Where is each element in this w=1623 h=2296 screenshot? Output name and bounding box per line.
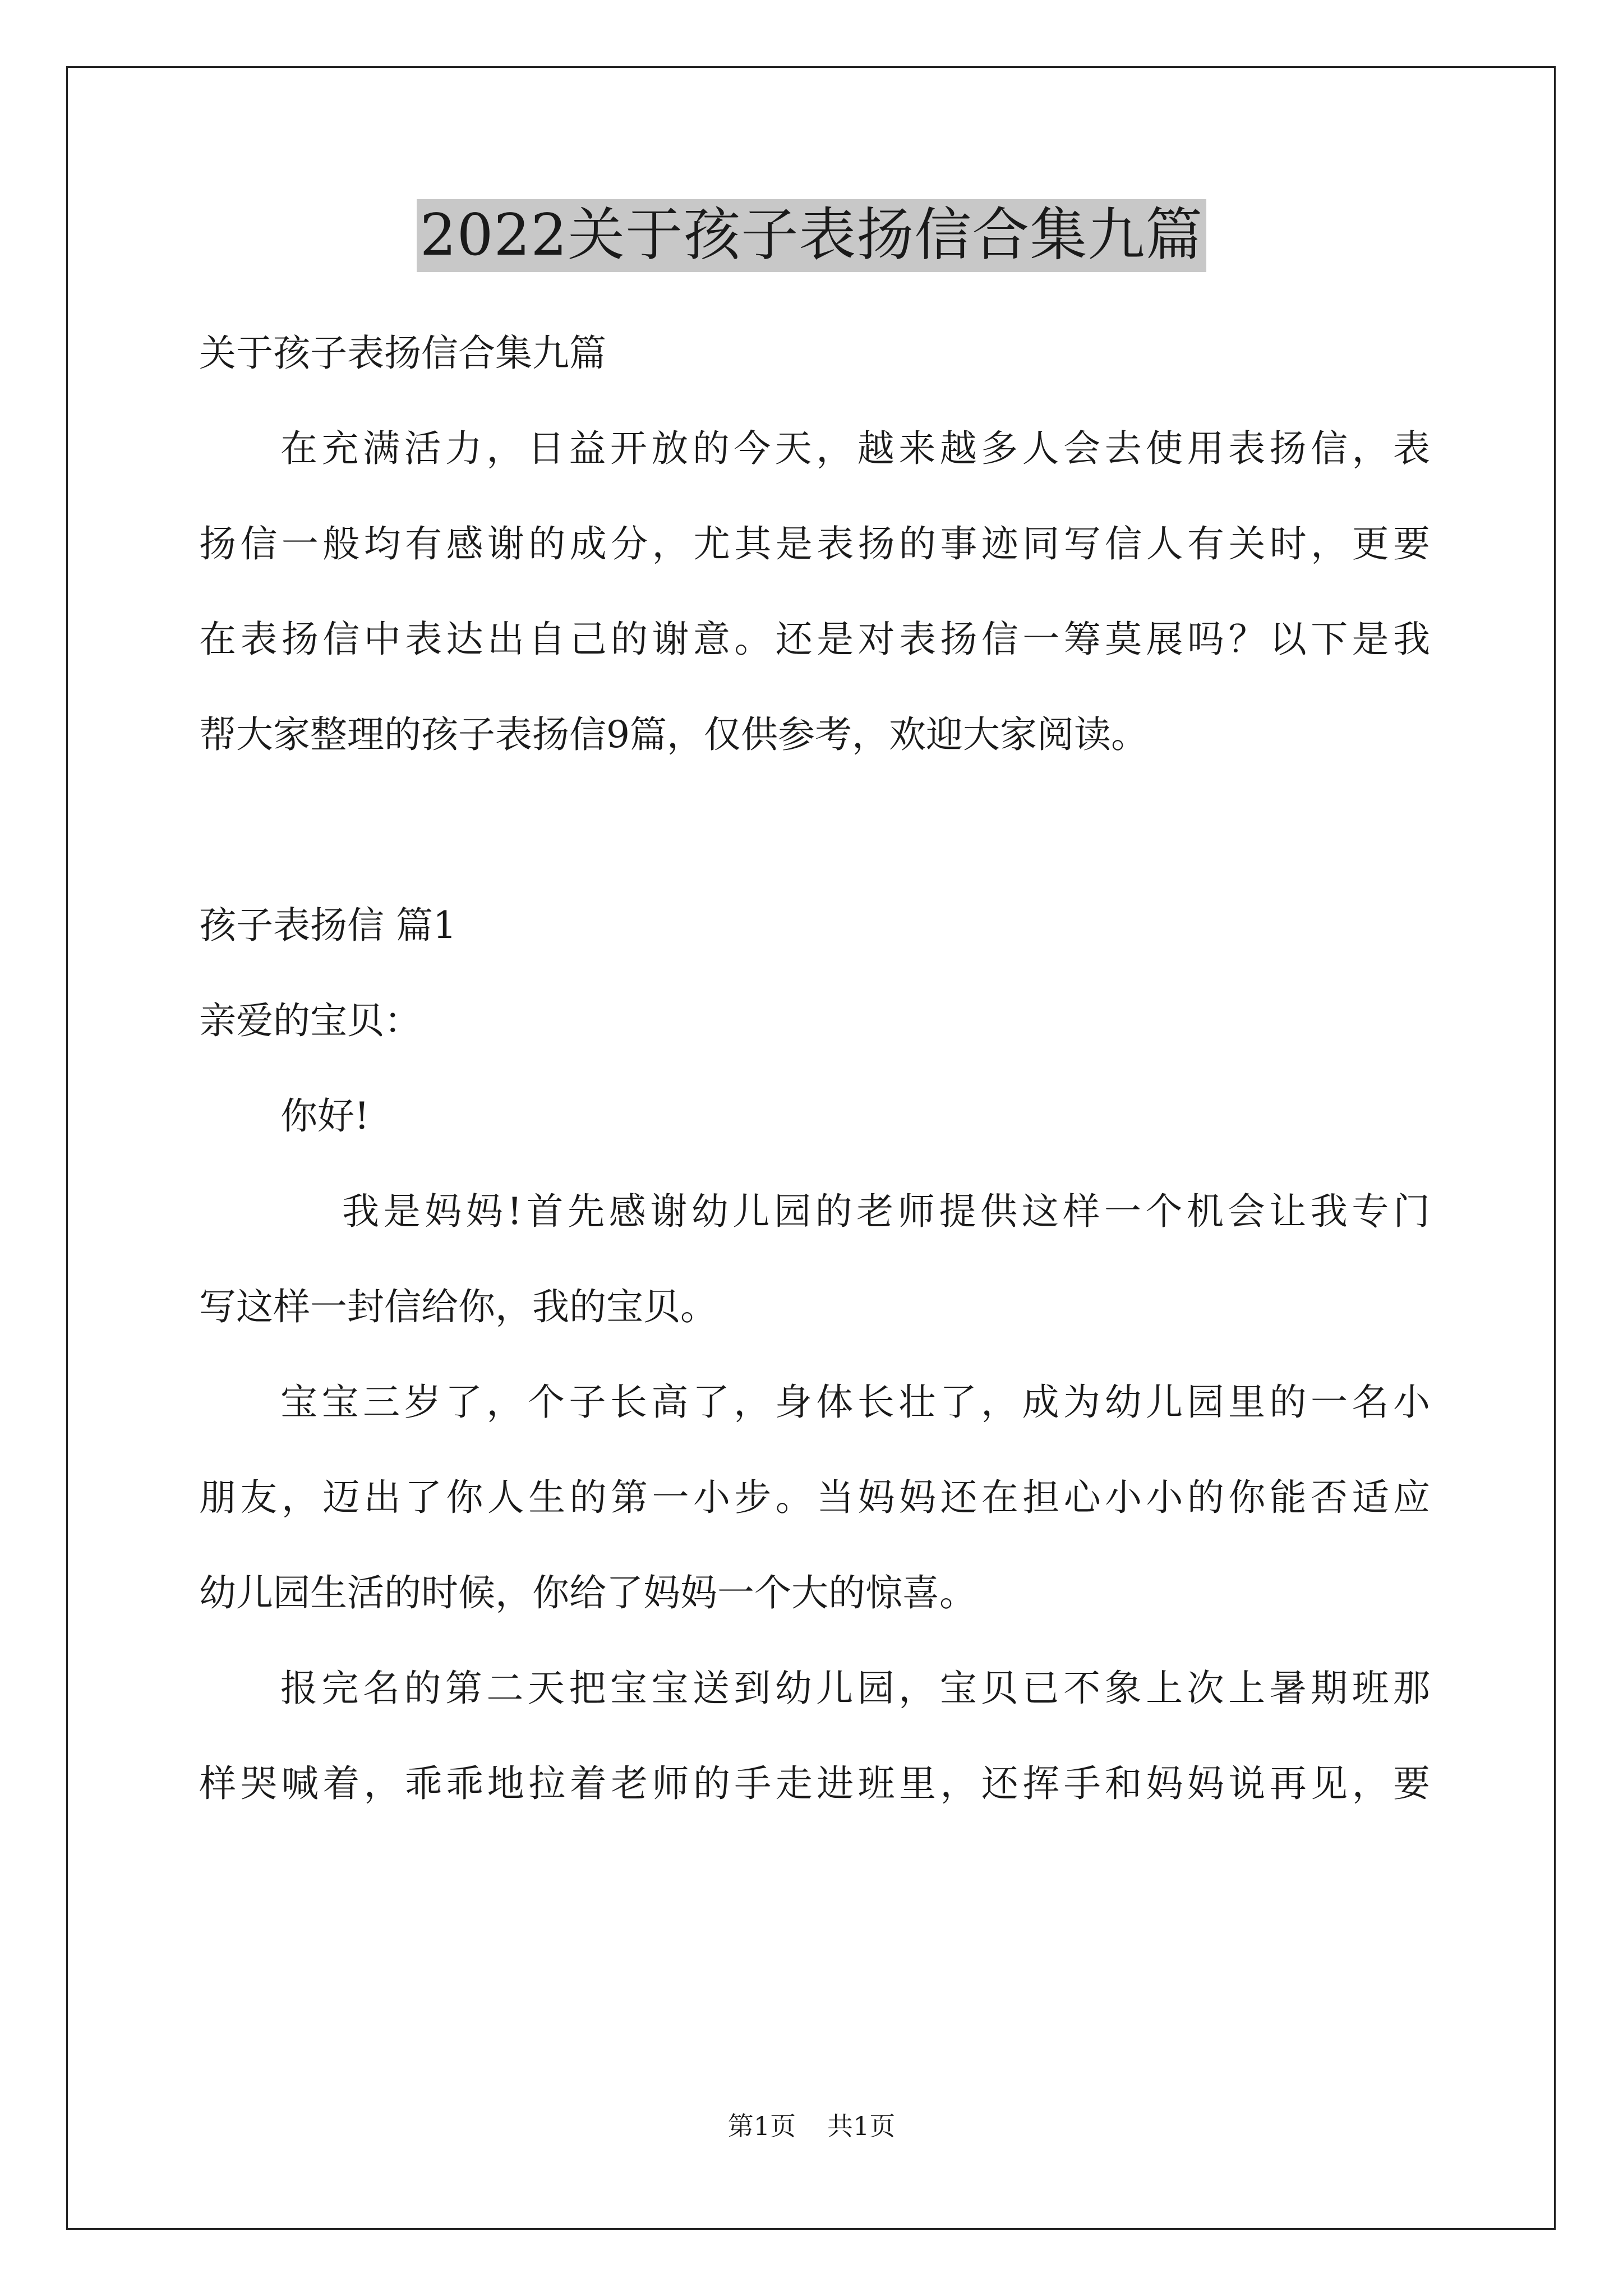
paragraph-line: 朋友，迈出了你人生的第一小步。当妈妈还在担心小小的你能否适应 [199, 1476, 1430, 1519]
paragraph-line: 幼儿园生活的时候，你给了妈妈一个大的惊喜。 [199, 1571, 976, 1614]
page-number-current: 第1页 [727, 2111, 796, 2141]
paragraph-line: 样哭喊着，乖乖地拉着老师的手走进班里，还挥手和妈妈说再见，要 [199, 1762, 1430, 1805]
subtitle-line: 关于孩子表扬信合集九篇 [199, 332, 606, 375]
paragraph-line: 在充满活力，日益开放的今天，越来越多人会去使用表扬信，表 [280, 427, 1430, 470]
document-body [199, 306, 1430, 1832]
paragraph-line: 扬信一般均有感谢的成分，尤其是表扬的事迹同写信人有关时，更要 [199, 522, 1430, 565]
section-heading: 孩子表扬信 篇1 [199, 904, 457, 947]
paragraph-line: 帮大家整理的孩子表扬信9篇，仅供参考，欢迎大家阅读。 [199, 713, 1148, 756]
paragraph-line: 写这样一封信给你，我的宝贝。 [199, 1285, 717, 1328]
title-block [0, 199, 1623, 272]
paragraph-line: 报完名的第二天把宝宝送到幼儿园，宝贝已不象上次上暑期班那 [280, 1667, 1430, 1710]
paragraph-line: 在表扬信中表达出自己的谢意。还是对表扬信一筹莫展吗？以下是我 [199, 618, 1430, 661]
greeting-line: 你好! [280, 1094, 370, 1138]
salutation-line: 亲爱的宝贝： [199, 999, 421, 1042]
paragraph-line: 我是妈妈!首先感谢幼儿园的老师提供这样一个机会让我专门 [342, 1190, 1430, 1233]
blank-line [199, 783, 1430, 878]
document-title: 2022关于孩子表扬信合集九篇 [417, 199, 1207, 272]
page-number-total: 共1页 [827, 2111, 896, 2141]
page-footer [0, 2109, 1623, 2143]
paragraph-line: 宝宝三岁了，个子长高了，身体长壮了，成为幼儿园里的一名小 [280, 1381, 1430, 1424]
